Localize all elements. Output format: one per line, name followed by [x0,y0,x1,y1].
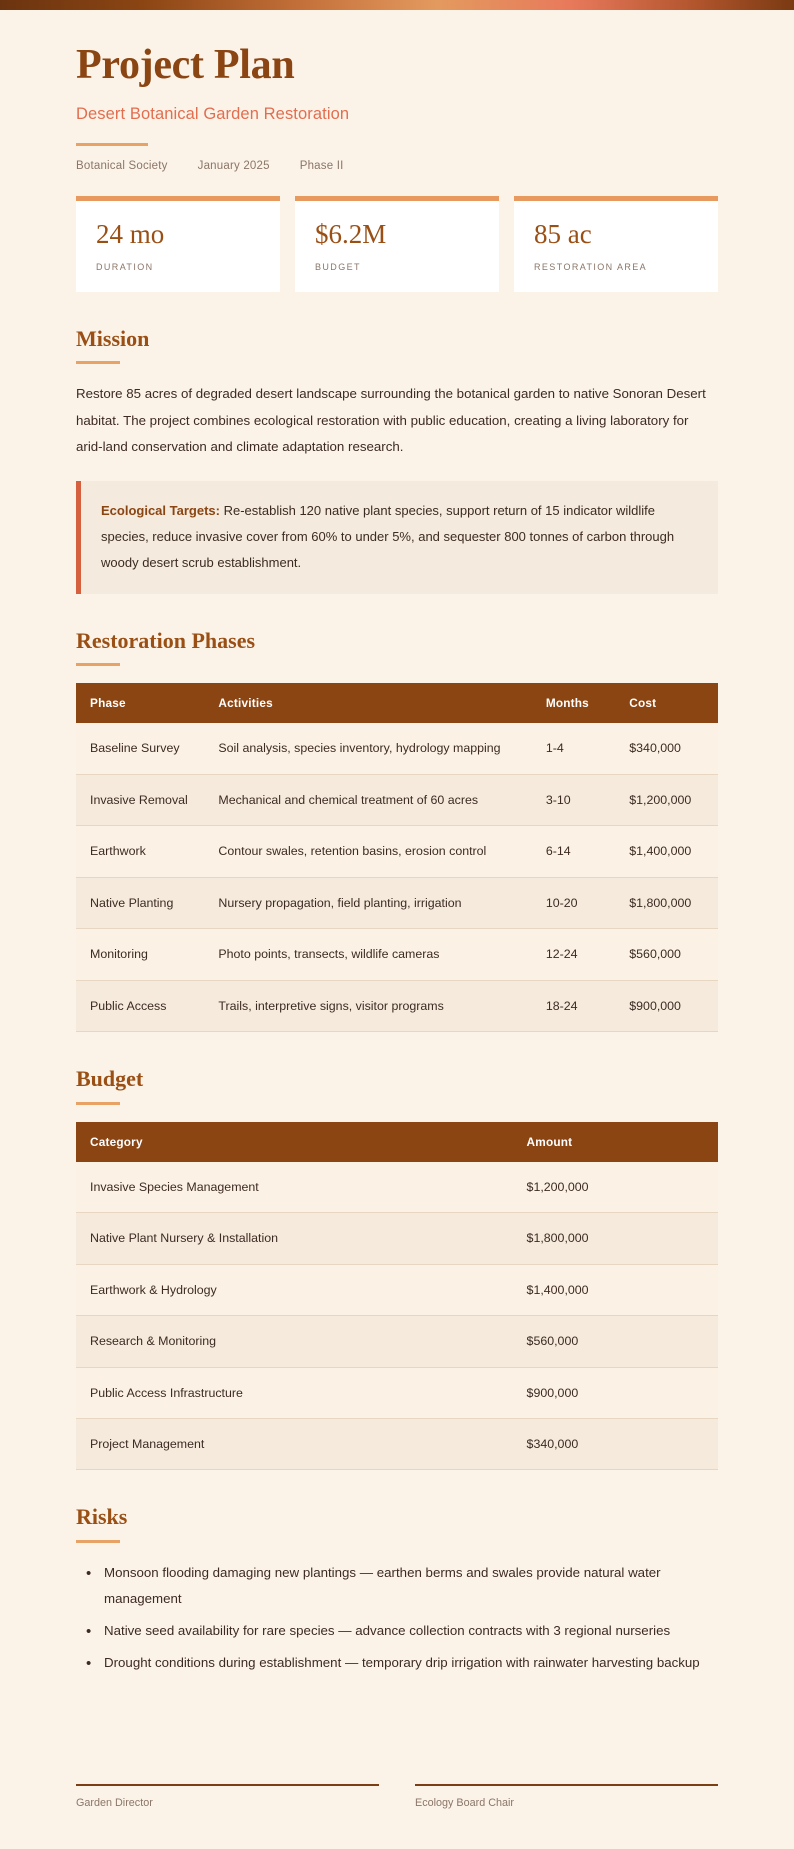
cell-category: Invasive Species Management [76,1162,513,1213]
meta-organization: Botanical Society [76,160,168,173]
stat-label: RESTORATION AREA [534,261,648,272]
table-row [76,1418,718,1469]
stat-value: 24 mo [96,219,165,250]
cell-cost: $900,000 [615,980,718,1031]
column-header-category: Category [76,1122,513,1162]
column-header-cost: Cost [615,683,718,723]
list-item: • Monsoon flooding damaging new plantings — earthen berms and swales provide natural water management [76,1560,718,1612]
meta-date: January 2025 [197,160,270,173]
cell-months: 10-20 [532,877,615,928]
stat-card-restoration-area [514,196,718,292]
cell-activities: Nursery propagation, field planting, irrigation [204,877,531,928]
cell-amount: $340,000 [513,1418,718,1469]
cell-phase: Earthwork [76,826,204,877]
cell-category: Research & Monitoring [76,1316,513,1367]
table-row [76,1264,718,1315]
cell-activities: Mechanical and chemical treatment of 60 acres [204,774,531,825]
cell-months: 1-4 [532,723,615,774]
table-row [76,1162,718,1213]
cell-cost: $340,000 [615,723,718,774]
section-risks [76,1504,718,1675]
cell-phase: Invasive Removal [76,774,204,825]
table-row [76,774,718,825]
signature-line[interactable] [76,1784,379,1786]
table-header-row [76,1122,718,1162]
stat-label: BUDGET [315,261,361,272]
column-header-months: Months [532,683,615,723]
ecological-targets-callout [76,481,718,594]
signature-area [76,1784,718,1809]
table-row [76,929,718,980]
stat-card-duration [76,196,280,292]
page-title: Project Plan [76,42,295,88]
budget-table [76,1122,718,1471]
document-header [76,10,718,172]
cell-activities: Contour swales, retention basins, erosion control [204,826,531,877]
meta-phase: Phase II [299,160,344,173]
cell-months: 3-10 [532,774,615,825]
list-item: • Native seed availability for rare species — advance collection contracts with 3 regional nurseries [76,1618,718,1644]
column-header-amount: Amount [513,1122,718,1162]
page-subtitle: Desert Botanical Garden Restoration [76,105,350,124]
stat-value: $6.2M [315,219,387,250]
stat-card-group [76,196,718,292]
table-row [76,877,718,928]
callout-label: Ecological Targets: [101,503,220,519]
section-heading: Mission [76,325,150,351]
signature-line[interactable] [415,1784,718,1786]
section-budget [76,1066,718,1470]
cell-phase: Baseline Survey [76,723,204,774]
stat-value: 85 ac [534,219,592,250]
table-row [76,1367,718,1418]
cell-cost: $1,800,000 [615,877,718,928]
callout-text: Re-establish 120 native plant species, support return of 15 indicator wildlife species, reduce invasive cover from 60% to under 5%, and sequester 800 tonnes of carbon through woody desert scrub establishment. [101,503,675,571]
signature-block-ecology-board-chair [415,1784,718,1809]
table-row [76,980,718,1031]
section-heading: Risks [76,1504,128,1530]
signature-block-garden-director [76,1784,379,1809]
cell-amount: $1,400,000 [513,1264,718,1315]
cell-activities: Soil analysis, species inventory, hydrology mapping [204,723,531,774]
stat-card-budget [295,196,499,292]
cell-category: Native Plant Nursery & Installation [76,1213,513,1264]
section-divider [76,1540,120,1543]
signature-label: Garden Director [76,1796,153,1809]
list-item: • Drought conditions during establishment — temporary drip irrigation with rainwater harvesting backup [76,1650,718,1676]
table-row [76,723,718,774]
cell-cost: $560,000 [615,929,718,980]
cell-phase: Monitoring [76,929,204,980]
risks-list [76,1560,718,1676]
table-row [76,1213,718,1264]
cell-cost: $1,400,000 [615,826,718,877]
section-divider [76,663,120,666]
cell-category: Project Management [76,1418,513,1469]
decorative-gradient-bar [0,0,794,10]
cell-category: Public Access Infrastructure [76,1367,513,1418]
cell-amount: $900,000 [513,1367,718,1418]
cell-months: 12-24 [532,929,615,980]
cell-amount: $1,800,000 [513,1213,718,1264]
section-heading: Budget [76,1066,144,1092]
budget-table-body [76,1162,718,1470]
document-meta [76,160,718,172]
column-header-phase: Phase [76,683,204,723]
header-divider [76,143,148,146]
section-restoration-phases [76,628,718,1032]
section-mission [76,326,718,594]
cell-activities: Trails, interpretive signs, visitor programs [204,980,531,1031]
budget-table-head [76,1122,718,1162]
table-header-row [76,683,718,723]
section-heading: Restoration Phases [76,628,256,654]
table-row [76,1316,718,1367]
cell-amount: $1,200,000 [513,1162,718,1213]
cell-amount: $560,000 [513,1316,718,1367]
section-divider [76,1102,120,1105]
stat-label: DURATION [96,261,154,272]
table-row [76,826,718,877]
signature-label: Ecology Board Chair [415,1796,515,1809]
cell-category: Earthwork & Hydrology [76,1264,513,1315]
cell-activities: Photo points, transects, wildlife cameras [204,929,531,980]
mission-paragraph: Restore 85 acres of degraded desert landscape surrounding the botanical garden to native Sonoran Desert habitat. The project combines ecological restoration with public education, creating a living laboratory for arid-land conservation and climate adaptation research. [76,386,706,455]
cell-cost: $1,200,000 [615,774,718,825]
column-header-activities: Activities [204,683,531,723]
cell-phase: Public Access [76,980,204,1031]
phases-table-head [76,683,718,723]
document-content [0,10,794,1809]
section-divider [76,361,120,364]
phases-table-body [76,723,718,1031]
cell-months: 6-14 [532,826,615,877]
phases-table [76,683,718,1032]
cell-months: 18-24 [532,980,615,1031]
cell-phase: Native Planting [76,877,204,928]
